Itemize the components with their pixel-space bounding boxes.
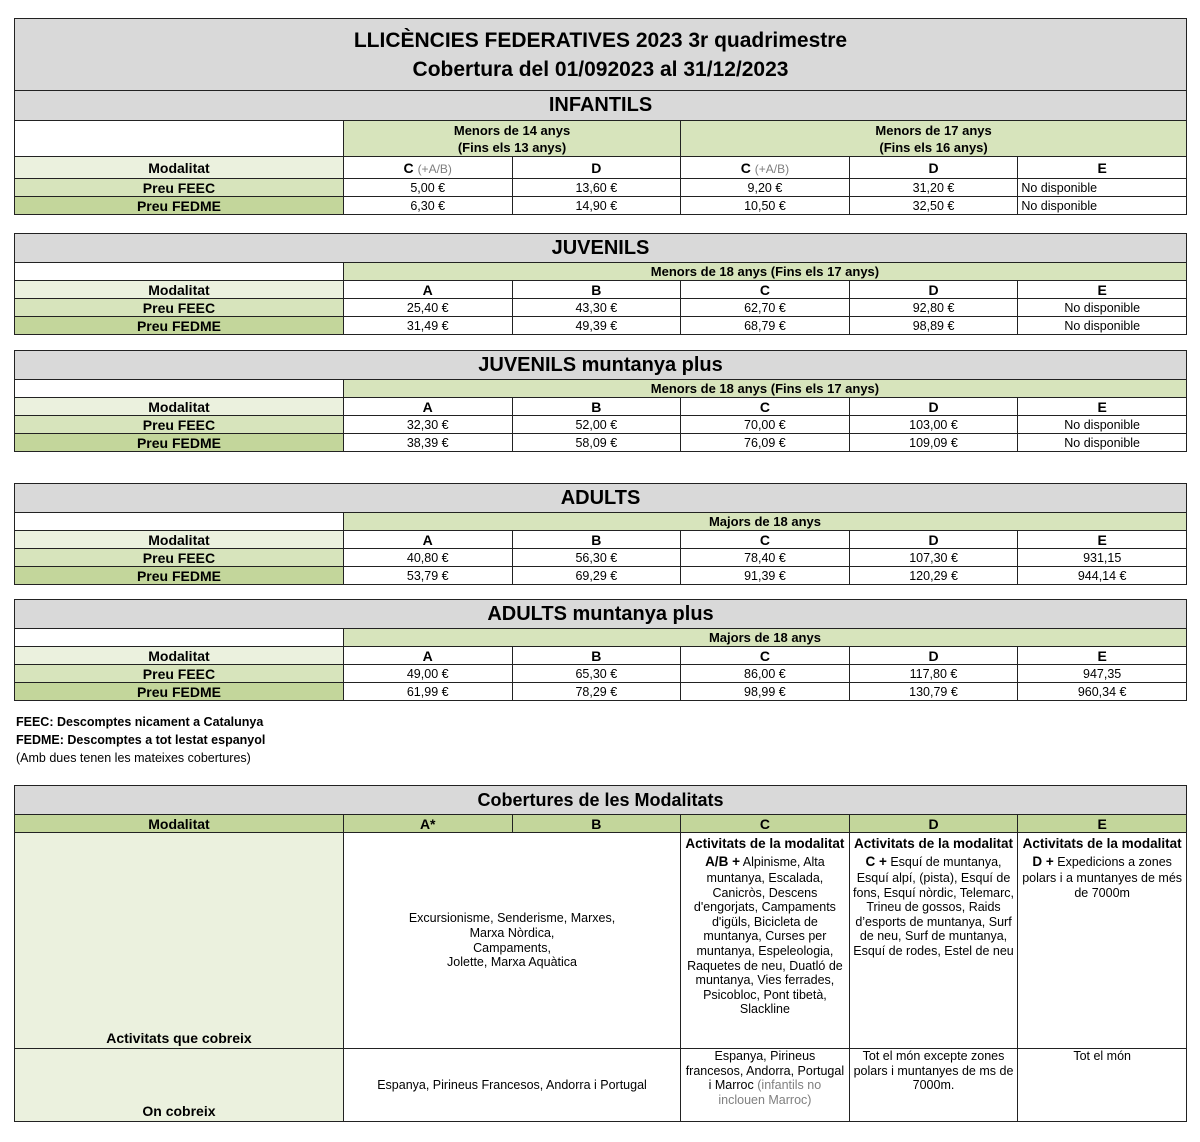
price-cell: 14,90 € xyxy=(512,197,681,215)
notes xyxy=(16,713,265,767)
on-label: On cobreix xyxy=(15,1049,344,1122)
table-row xyxy=(15,567,1187,585)
blank-cell xyxy=(15,513,344,531)
juvenils-plus-table xyxy=(14,350,1187,452)
price-cell: 86,00 € xyxy=(681,665,850,683)
price-cell: 78,40 € xyxy=(681,549,850,567)
e-where: Tot el món xyxy=(1018,1049,1187,1122)
where-text: Espanya, Pirineus francesos, Andorra, Portugal i Marroc xyxy=(685,1049,845,1093)
price-cell: 61,99 € xyxy=(343,683,512,701)
column-header: D xyxy=(849,815,1018,833)
column-header: C (+A/B) xyxy=(343,157,512,179)
column-header: C xyxy=(681,815,850,833)
price-cell: 38,39 € xyxy=(343,434,512,452)
column-header: A xyxy=(343,281,512,299)
price-cell: 52,00 € xyxy=(512,416,681,434)
table-row xyxy=(15,549,1187,567)
section-title: JUVENILS xyxy=(15,234,1187,263)
page-title xyxy=(15,19,1187,91)
price-cell: 960,34 € xyxy=(1018,683,1187,701)
e-activities xyxy=(1018,833,1187,1049)
title-line-1: LLICÈNCIES FEDERATIVES 2023 3r quadrimestre xyxy=(353,28,848,52)
modalitat-label: Modalitat xyxy=(15,815,344,833)
price-cell: 98,89 € xyxy=(849,317,1018,335)
price-cell: No disponible xyxy=(1018,416,1187,434)
column-header: D xyxy=(849,157,1018,179)
note-feec: FEEC: Descomptes nicament a Catalunya xyxy=(16,715,264,729)
activity-heading: Activitats de la modalitat C + xyxy=(853,836,1014,869)
activitats-label: Activitats que cobreix xyxy=(15,833,344,1049)
price-cell: 13,60 € xyxy=(512,179,681,197)
modalitat-label: Modalitat xyxy=(15,398,344,416)
section-title: JUVENILS muntanya plus xyxy=(15,351,1187,380)
where-note: (infantils no inclouen Marroc) xyxy=(718,1078,822,1107)
ab-activities xyxy=(343,833,680,1049)
price-cell: 53,79 € xyxy=(343,567,512,585)
adults-table xyxy=(14,483,1187,585)
column-header: B xyxy=(512,647,681,665)
c-where xyxy=(681,1049,850,1122)
activity-list: Expedicions a zones polars i a muntanyes de més de 7000m xyxy=(1022,855,1183,900)
column-header: D xyxy=(849,531,1018,549)
price-cell: No disponible xyxy=(1018,299,1187,317)
table-row xyxy=(15,179,1187,197)
d-where: Tot el món excepte zones polars i muntanyes de ms de 7000m. xyxy=(849,1049,1018,1122)
row-label: Preu FEEC xyxy=(15,416,344,434)
price-cell: 43,30 € xyxy=(512,299,681,317)
column-header: D xyxy=(512,157,681,179)
age-group-header xyxy=(343,121,680,157)
price-cell: 107,30 € xyxy=(849,549,1018,567)
column-header: C xyxy=(681,281,850,299)
row-label: Preu FEDME xyxy=(15,683,344,701)
price-cell: 947,35 xyxy=(1018,665,1187,683)
price-cell: 92,80 € xyxy=(849,299,1018,317)
column-header: C (+A/B) xyxy=(681,157,850,179)
adults-plus-table xyxy=(14,599,1187,701)
activity-list: Alpinisme, Alta muntanya, Escalada, Canicròs, Descens d'engorjats, Campaments d'igüls, Bicicleta de muntanya, Curses per muntanya, Espeleologia, Raquetes de neu, Duatló de muntanya, Vies ferrades, Psicobloc, Pont tibetà, Slackline xyxy=(687,855,843,1017)
price-cell: 62,70 € xyxy=(681,299,850,317)
row-label: Preu FEDME xyxy=(15,197,344,215)
age-group-header: Menors de 18 anys (Fins els 17 anys) xyxy=(343,263,1186,281)
column-header: A* xyxy=(343,815,512,833)
blank-cell xyxy=(15,380,344,398)
age-group-sublabel: (Fins els 16 anys) xyxy=(879,139,988,155)
activity-line: Jolette, Marxa Aquàtica xyxy=(447,955,577,970)
column-header: E xyxy=(1018,531,1187,549)
price-cell: No disponible xyxy=(1018,179,1187,197)
modalitat-label: Modalitat xyxy=(15,647,344,665)
table-row xyxy=(15,317,1187,335)
price-cell: 58,09 € xyxy=(512,434,681,452)
price-cell: 32,50 € xyxy=(849,197,1018,215)
row-label: Preu FEEC xyxy=(15,665,344,683)
price-cell: 10,50 € xyxy=(681,197,850,215)
column-header: D xyxy=(849,398,1018,416)
price-cell: 70,00 € xyxy=(681,416,850,434)
price-cell: 130,79 € xyxy=(849,683,1018,701)
column-header: E xyxy=(1018,157,1187,179)
column-header: E xyxy=(1018,281,1187,299)
column-header: C xyxy=(681,647,850,665)
row-label: Preu FEDME xyxy=(15,317,344,335)
table-row xyxy=(15,434,1187,452)
column-header: B xyxy=(512,398,681,416)
table-row xyxy=(15,197,1187,215)
price-cell: 9,20 € xyxy=(681,179,850,197)
age-group-header: Majors de 18 anys xyxy=(343,513,1186,531)
note-fedme: FEDME: Descomptes a tot lestat espanyol xyxy=(16,733,266,747)
age-group-header xyxy=(681,121,1187,157)
table-row xyxy=(15,833,1187,1049)
table-row xyxy=(15,416,1187,434)
price-cell: 69,29 € xyxy=(512,567,681,585)
price-cell: 109,09 € xyxy=(849,434,1018,452)
activity-line: Marxa Nòrdica, xyxy=(469,925,555,940)
cobertures-table xyxy=(14,785,1187,1122)
price-cell: 91,39 € xyxy=(681,567,850,585)
column-header: A xyxy=(343,647,512,665)
price-cell: No disponible xyxy=(1018,434,1187,452)
column-header: C xyxy=(681,531,850,549)
activity-heading: Activitats de la modalitat D + xyxy=(1022,836,1182,869)
column-header: D xyxy=(849,281,1018,299)
price-cell: 32,30 € xyxy=(343,416,512,434)
table-row xyxy=(15,1049,1187,1122)
column-header: B xyxy=(512,815,681,833)
price-cell: 98,99 € xyxy=(681,683,850,701)
column-header: B xyxy=(512,531,681,549)
section-title: INFANTILS xyxy=(15,91,1187,121)
row-label: Preu FEEC xyxy=(15,179,344,197)
column-header: E xyxy=(1018,647,1187,665)
price-cell: 49,39 € xyxy=(512,317,681,335)
ab-where: Espanya, Pirineus Francesos, Andorra i Portugal xyxy=(343,1049,680,1122)
price-cell: 931,15 xyxy=(1018,549,1187,567)
price-cell: 117,80 € xyxy=(849,665,1018,683)
price-cell: 25,40 € xyxy=(343,299,512,317)
table-row xyxy=(15,665,1187,683)
price-cell: 5,00 € xyxy=(343,179,512,197)
modalitat-label: Modalitat xyxy=(15,157,344,179)
price-cell: 103,00 € xyxy=(849,416,1018,434)
price-cell: 6,30 € xyxy=(343,197,512,215)
price-cell: 31,20 € xyxy=(849,179,1018,197)
price-cell: 68,79 € xyxy=(681,317,850,335)
row-label: Preu FEEC xyxy=(15,299,344,317)
activity-line: Campaments, xyxy=(473,940,551,955)
column-header: A xyxy=(343,398,512,416)
infantils-table xyxy=(14,18,1187,215)
row-label: Preu FEEC xyxy=(15,549,344,567)
table-row xyxy=(15,299,1187,317)
price-cell: No disponible xyxy=(1018,197,1187,215)
price-cell: 78,29 € xyxy=(512,683,681,701)
blank-cell xyxy=(15,263,344,281)
activity-list: Esquí de muntanya, Esquí alpí, (pista), Esquí de fons, Esquí nòrdic, Telemarc, Trineu de gossos, Raids d’esports de muntanya, Surf de neu, Surf de muntanya, Esquí de rodes, Estel de neu xyxy=(853,855,1014,958)
juvenils-table xyxy=(14,233,1187,335)
column-header: D xyxy=(849,647,1018,665)
section-title: Cobertures de les Modalitats xyxy=(15,786,1187,815)
price-cell: 120,29 € xyxy=(849,567,1018,585)
row-label: Preu FEDME xyxy=(15,567,344,585)
c-activities xyxy=(681,833,850,1049)
price-cell: 65,30 € xyxy=(512,665,681,683)
column-header: B xyxy=(512,281,681,299)
d-activities xyxy=(849,833,1018,1049)
note-both: (Amb dues tenen les mateixes cobertures) xyxy=(16,751,251,765)
column-header: E xyxy=(1018,815,1187,833)
age-group-sublabel: (Fins els 13 anys) xyxy=(457,139,567,155)
modalitat-label: Modalitat xyxy=(15,281,344,299)
price-cell: 76,09 € xyxy=(681,434,850,452)
blank-cell xyxy=(15,121,344,157)
column-header: C xyxy=(681,398,850,416)
age-group-header: Majors de 18 anys xyxy=(343,629,1186,647)
age-group-label: Menors de 17 anys xyxy=(875,122,992,138)
table-row xyxy=(15,683,1187,701)
price-cell: 944,14 € xyxy=(1018,567,1187,585)
price-cell: No disponible xyxy=(1018,317,1187,335)
blank-cell xyxy=(15,629,344,647)
modalitat-label: Modalitat xyxy=(15,531,344,549)
section-title: ADULTS xyxy=(15,484,1187,513)
price-cell: 40,80 € xyxy=(343,549,512,567)
column-header: E xyxy=(1018,398,1187,416)
price-cell: 49,00 € xyxy=(343,665,512,683)
row-label: Preu FEDME xyxy=(15,434,344,452)
column-header: A xyxy=(343,531,512,549)
section-title: ADULTS muntanya plus xyxy=(15,600,1187,629)
activity-heading: Activitats de la modalitat A/B + xyxy=(685,836,845,869)
activity-line: Excursionisme, Senderisme, Marxes, xyxy=(408,911,616,926)
price-cell: 31,49 € xyxy=(343,317,512,335)
age-group-header: Menors de 18 anys (Fins els 17 anys) xyxy=(343,380,1186,398)
age-group-label: Menors de 14 anys xyxy=(453,122,571,138)
price-cell: 56,30 € xyxy=(512,549,681,567)
title-line-2: Cobertura del 01/092023 al 31/12/2023 xyxy=(412,57,789,81)
